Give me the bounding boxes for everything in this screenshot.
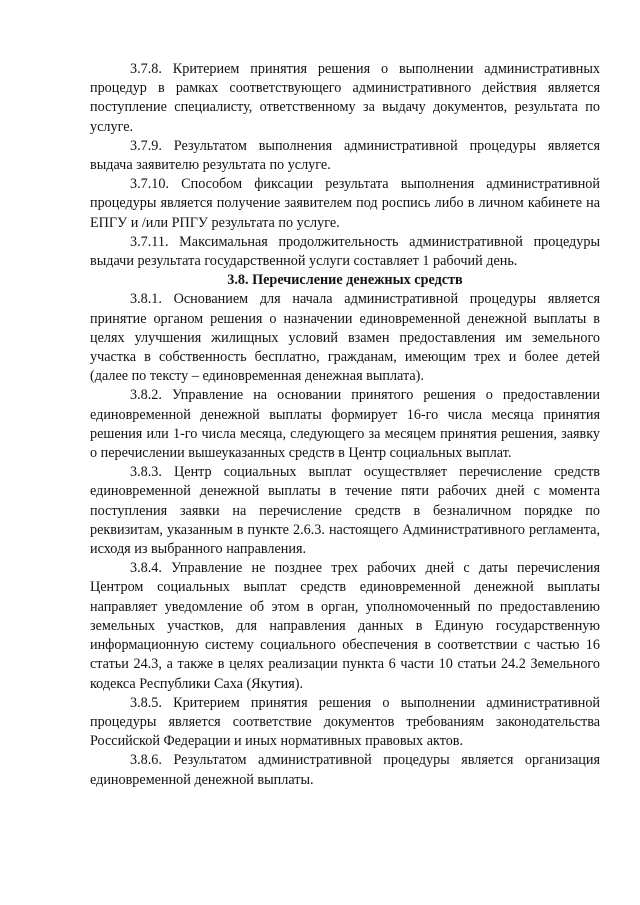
paragraph-3-8-6: 3.8.6. Результатом административной процедуры является организация единовременной денежной выплаты. bbox=[90, 752, 600, 788]
paragraph-3-7-10: 3.7.10. Способом фиксации результата выполнения административной процедуры является получение заявителем под роспись либо в личном кабинете на ЕПГУ и /или РПГУ результата по услуге. bbox=[90, 176, 600, 231]
paragraph-3-8-4: 3.8.4. Управление не позднее трех рабочих дней с даты перечисления Центром социальных выплат средств единовременной денежной выплаты направляет уведомление об этом в орган, уполномоченный по предоставлению земельных участков, для направления данных в Единую государственную информационную систему социального обеспечения в соответствии с частью 16 статьи 24.3, а также в целях реализации пункта 6 части 10 статьи 24.2 Земельного кодекса Республики Саха (Якутия). bbox=[90, 560, 600, 692]
paragraph-3-8-1: 3.8.1. Основанием для начала административной процедуры является принятие органом решения о назначении единовременной денежной выплаты в целях улучшения жилищных условий взамен предоставления им земельного участка в собственность бесплатно, гражданам, имеющим трех и более детей (далее по тексту – единовременная денежная выплата). bbox=[90, 291, 600, 385]
paragraph-3-8-3: 3.8.3. Центр социальных выплат осуществляет перечисление средств единовременной денежной выплаты в течение пяти рабочих дней с момента поступления заявки на перечисление средств в безналичном порядке по реквизитам, указанным в пункте 2.6.3. настоящего Административного регламента, исходя из выбранного направления. bbox=[90, 464, 600, 558]
document-page bbox=[90, 60, 600, 790]
paragraph-3-7-8: 3.7.8. Критерием принятия решения о выполнении административных процедур в рамках соответствующего административного действия является поступление специалисту, ответственному за выдачу документов, результата по услуге. bbox=[90, 61, 600, 135]
paragraph-3-8-5: 3.8.5. Критерием принятия решения о выполнении административной процедуры является соответствие документов требованиям законодательства Российской Федерации и иных нормативных правовых актов. bbox=[90, 694, 600, 750]
paragraph-3-7-9: 3.7.9. Результатом выполнения административной процедуры является выдача заявителю результата по услуге. bbox=[90, 137, 600, 174]
section-heading: 3.8. Перечисление денежных средств bbox=[227, 272, 463, 289]
paragraph-3-8-2: 3.8.2. Управление на основании принятого решения о предоставлении единовременной денежной выплаты формирует 16-го числа месяца принятия решения или 1-го числа месяца, следующего за месяцем принятия решения, заявку о перечислении вышеуказанных средств в Центр социальных выплат. bbox=[90, 387, 600, 462]
paragraph-3-7-11: 3.7.11. Максимальная продолжительность административной процедуры выдачи результата государственной услуги составляет 1 рабочий день. bbox=[90, 233, 600, 270]
